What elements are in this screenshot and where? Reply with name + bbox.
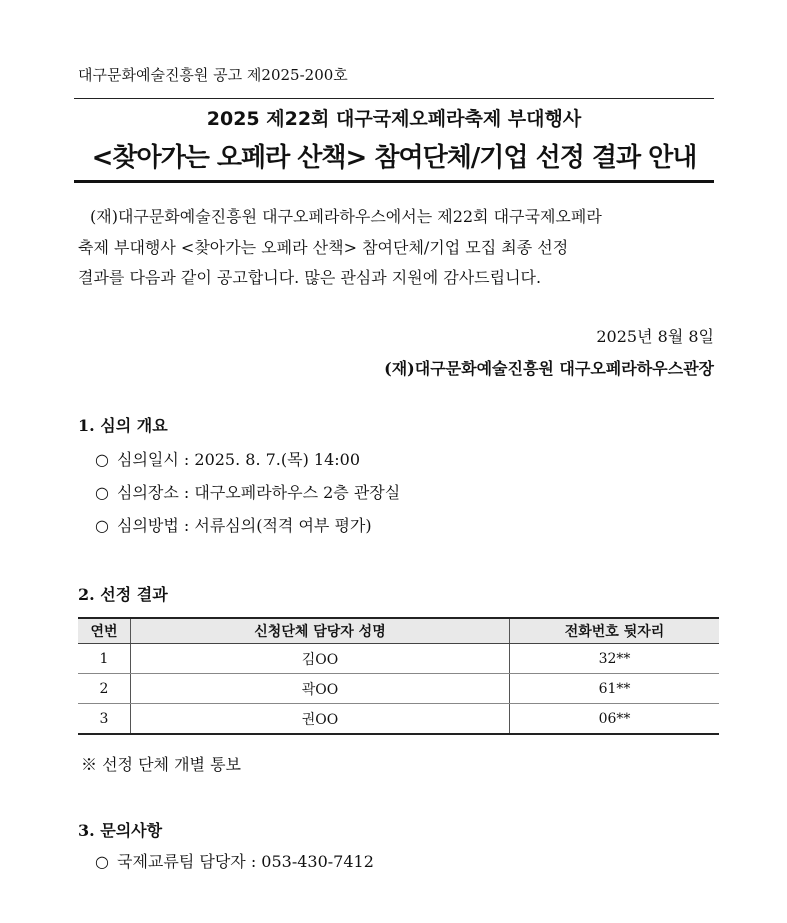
intro-line-2: 축제 부대행사 <찾아가는 오페라 산책> 참여단체/기업 모집 최종 선정: [78, 237, 569, 257]
notice-number: 대구문화예술진흥원 공고 제2025-200호: [78, 66, 348, 84]
title-line-1: 2025 제22회 대구국제오페라축제 부대행사: [206, 108, 582, 130]
row-phone-suffix: 32**: [510, 644, 720, 674]
table-header-row: [78, 618, 719, 644]
row-number: 3: [78, 704, 131, 735]
review-method-text: 심의방법 : 서류심의(적격 여부 평가): [117, 516, 372, 535]
bullet-circle-icon: ○: [95, 516, 109, 535]
table-row: [78, 644, 719, 674]
section-2-title: 2. 선정 결과: [78, 585, 168, 604]
title-bottom-rule: [74, 180, 714, 183]
contact-text: 국제교류팀 담당자 : 053-430-7412: [117, 852, 374, 871]
review-date-text: 심의일시 : 2025. 8. 7.(목) 14:00: [117, 450, 361, 469]
table-row: [78, 704, 719, 735]
review-method-item: [95, 513, 372, 536]
intro-line-1: (재)대구문화예술진흥원 대구오페라하우스에서는 제22회 대구국제오페라: [90, 207, 602, 226]
title-top-rule: [74, 98, 714, 99]
selection-result-table: [78, 617, 719, 735]
header-phone-suffix: 전화번호 뒷자리: [510, 618, 720, 644]
row-number: 2: [78, 674, 131, 704]
table-row: [78, 674, 719, 704]
row-phone-suffix: 61**: [510, 674, 720, 704]
bullet-circle-icon: ○: [95, 450, 109, 469]
intro-line-3: 결과를 다음과 같이 공고합니다. 많은 관심과 지원에 감사드립니다.: [78, 268, 542, 287]
header-contact-name: 신청단체 담당자 성명: [131, 618, 510, 644]
title-line-2: <찾아가는 오페라 산책> 참여단체/기업 선정 결과 안내: [91, 143, 697, 173]
bullet-circle-icon: ○: [95, 852, 109, 871]
notice-date: 2025년 8월 8일: [596, 327, 714, 346]
review-place-text: 심의장소 : 대구오페라하우스 2층 관장실: [117, 483, 401, 502]
intro-paragraph: [78, 202, 714, 294]
header-number: 연번: [78, 618, 131, 644]
contact-item: [95, 849, 374, 872]
review-date-item: [95, 447, 360, 470]
row-contact-name: 권OO: [131, 704, 510, 735]
row-contact-name: 곽OO: [131, 674, 510, 704]
row-number: 1: [78, 644, 131, 674]
bullet-circle-icon: ○: [95, 483, 109, 502]
section-3-title: 3. 문의사항: [78, 821, 163, 840]
section-1-title: 1. 심의 개요: [78, 416, 168, 435]
row-contact-name: 김OO: [131, 644, 510, 674]
row-phone-suffix: 06**: [510, 704, 720, 735]
issuer-name: (재)대구문화예술진흥원 대구오페라하우스관장: [384, 359, 714, 378]
selection-note: ※ 선정 단체 개별 통보: [81, 755, 241, 774]
review-place-item: [95, 480, 400, 503]
